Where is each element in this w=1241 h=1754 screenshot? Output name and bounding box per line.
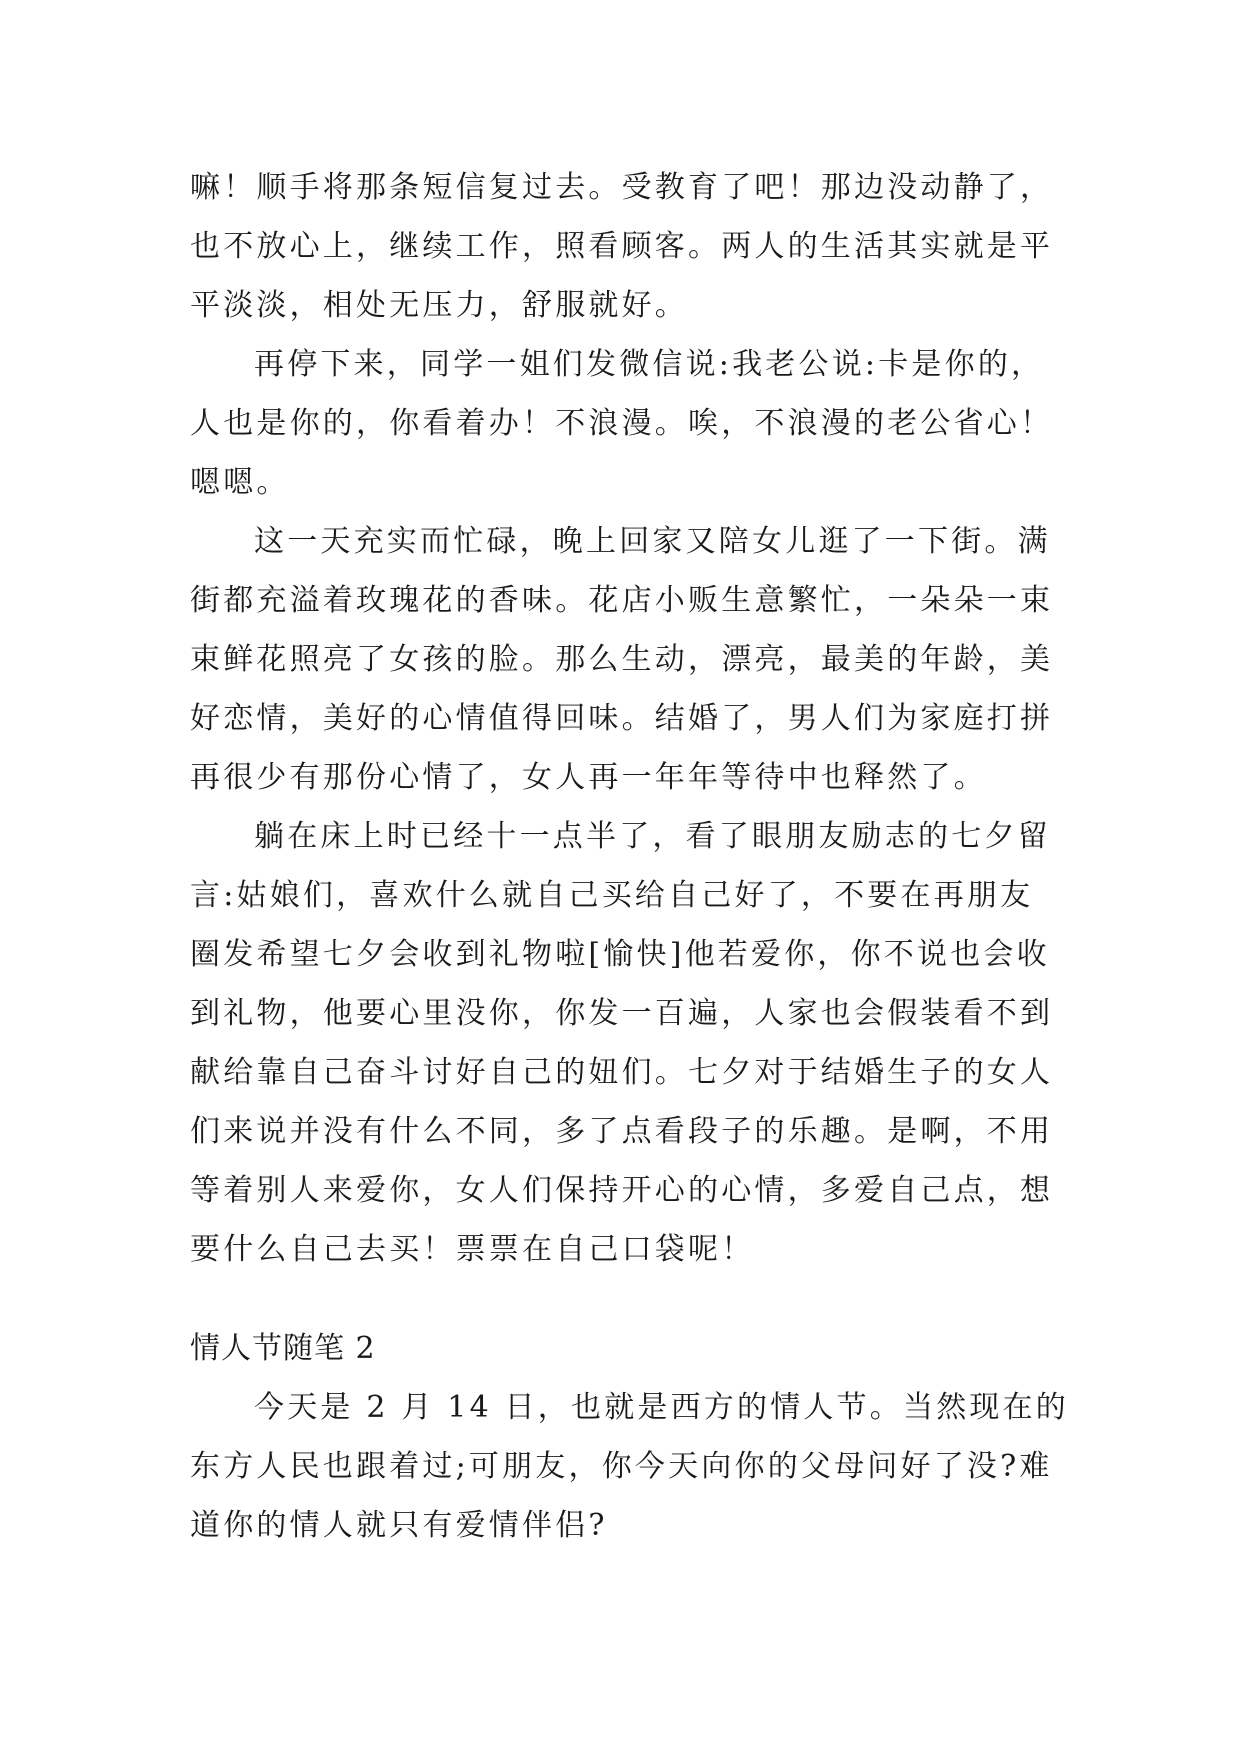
text-line: 人也是你的，你看着办！不浪漫。唉，不浪漫的老公省心！ <box>190 406 1054 441</box>
text-line: 圈发希望七夕会收到礼物啦[愉快]他若爱你，你不说也会收 <box>190 937 1050 972</box>
paragraph <box>190 807 1054 1279</box>
essay-body-part-2 <box>190 1378 1070 1555</box>
text-line: 再很少有那份心情了，女人再一年年等待中也释然了。 <box>190 760 987 795</box>
paragraph <box>190 335 1054 512</box>
text-line: 束鲜花照亮了女孩的脸。那么生动，漂亮，最美的年龄，美 <box>190 642 1054 677</box>
text-line: 等着别人来爱你，女人们保持开心的心情，多爱自己点，想 <box>190 1173 1054 1208</box>
text-line: 再停下来，同学一姐们发微信说:我老公说:卡是你的， <box>254 347 1045 382</box>
text-line: 道你的情人就只有爱情伴侣? <box>190 1508 608 1543</box>
text-line: 今天是 2 月 14 日，也就是西方的情人节。当然现在的 <box>254 1390 1070 1425</box>
text-line: 也不放心上，继续工作，照看顾客。两人的生活其实就是平 <box>190 229 1054 264</box>
text-line: 嘛！顺手将那条短信复过去。受教育了吧！那边没动静了， <box>190 170 1054 205</box>
text-line: 言:姑娘们，喜欢什么就自己买给自己好了，不要在再朋友 <box>190 878 1034 913</box>
text-line: 献给靠自己奋斗讨好自己的妞们。七夕对于结婚生子的女人 <box>190 1055 1054 1090</box>
paragraph <box>190 512 1054 807</box>
paragraph <box>190 1378 1070 1555</box>
text-line: 嗯嗯。 <box>190 465 290 500</box>
text-line: 平淡淡，相处无压力，舒服就好。 <box>190 288 688 323</box>
text-line: 躺在床上时已经十一点半了，看了眼朋友励志的七夕留 <box>254 819 1051 854</box>
text-line: 东方人民也跟着过;可朋友，你今天向你的父母问好了没?难 <box>190 1449 1053 1484</box>
section-heading: 情人节随笔 2 <box>190 1331 376 1366</box>
text-line: 这一天充实而忙碌，晚上回家又陪女儿逛了一下街。满 <box>254 524 1051 559</box>
text-line: 好恋情，美好的心情值得回味。结婚了，男人们为家庭打拼 <box>190 701 1054 736</box>
essay-body-part-1 <box>190 158 1054 1279</box>
text-line: 街都充溢着玫瑰花的香味。花店小贩生意繁忙，一朵朵一束 <box>190 583 1054 618</box>
document-page <box>190 158 1070 1555</box>
text-line: 要什么自己去买！票票在自己口袋呢！ <box>190 1232 755 1267</box>
text-line: 到礼物，他要心里没你，你发一百遍，人家也会假装看不到 <box>190 996 1054 1031</box>
paragraph <box>190 158 1054 335</box>
text-line: 们来说并没有什么不同，多了点看段子的乐趣。是啊，不用 <box>190 1114 1054 1149</box>
